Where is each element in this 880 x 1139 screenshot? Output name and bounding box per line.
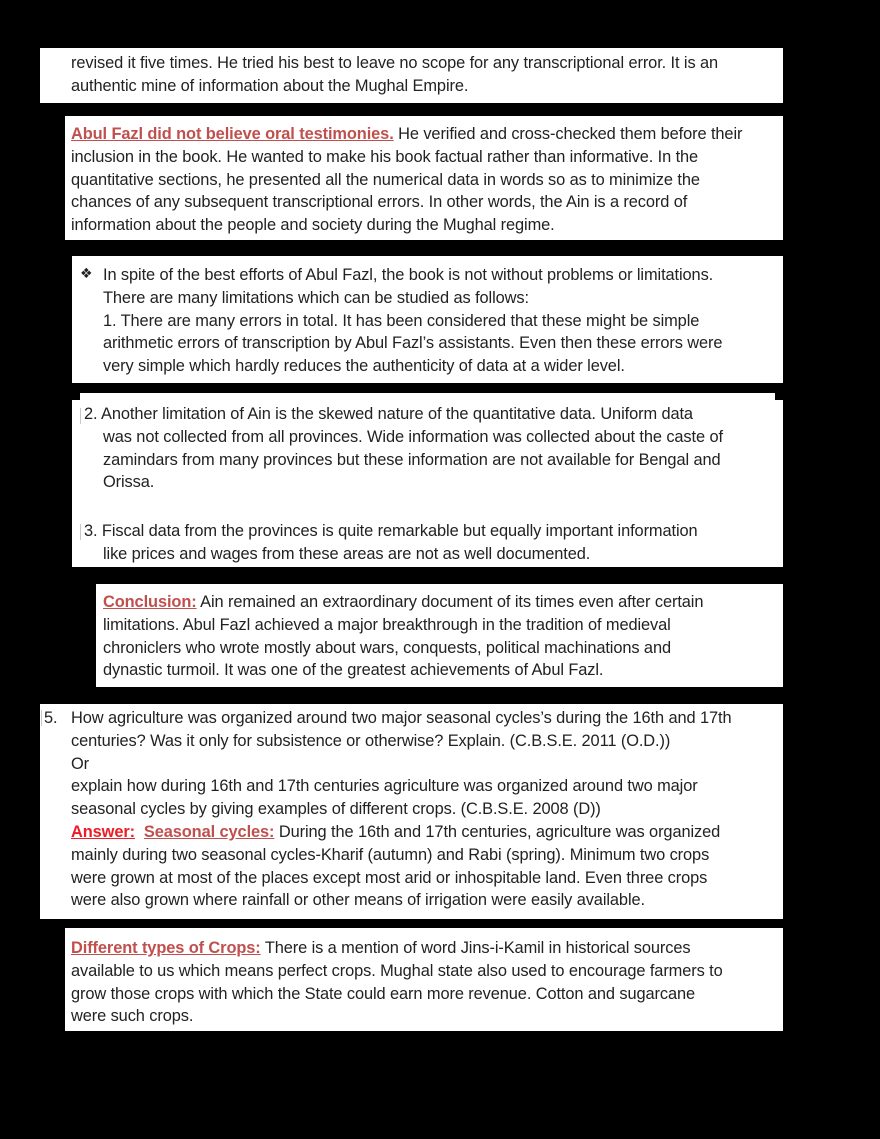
text-line: 2. Another limitation of Ain is the skewed nature of the quantitative data. Uniform data	[84, 405, 693, 423]
text-line: arithmetic errors of transcription by Abul Fazl’s assistants. Even then these errors were	[103, 334, 723, 353]
paragraph-limitations	[103, 264, 722, 378]
text-line: authentic mine of information about the Mughal Empire.	[71, 76, 469, 95]
text-span: During the 16th and 17th centuries, agriculture was organized	[274, 822, 721, 841]
text-panel-crops	[65, 928, 783, 1031]
text-line	[71, 937, 723, 960]
paragraph-conclusion	[103, 591, 703, 682]
margin-mark	[41, 710, 42, 726]
text-panel-intro	[40, 48, 783, 103]
text-line	[71, 123, 742, 146]
margin-mark	[80, 408, 81, 424]
text-line: were such crops.	[71, 1007, 194, 1026]
text-span: He verified and cross-checked them before their	[393, 125, 743, 143]
text-line	[103, 591, 703, 614]
text-span: There is a mention of word Jins-i-Kamil in historical sources	[260, 939, 691, 957]
text-line: 3. Fiscal data from the provinces is quite remarkable but equally important information	[84, 522, 698, 540]
panel-notch	[80, 393, 775, 401]
paragraph-ain-revised	[71, 52, 718, 98]
text-line: explain how during 16th and 17th centuries agriculture was organized around two major	[71, 777, 698, 796]
text-line: centuries? Was it only for subsistence or otherwise? Explain. (C.B.S.E. 2011 (O.D.))	[71, 731, 671, 750]
text-line: Or	[71, 754, 90, 773]
text-line: quantitative sections, he presented all the numerical data in words so as to minimize the	[71, 170, 700, 189]
text-line: dynastic turmoil. It was one of the greatest achievements of Abul Fazl.	[103, 661, 604, 680]
text-line: revised it five times. He tried his best to leave no scope for any transcriptional error. It is an	[71, 54, 719, 72]
text-line: How agriculture was organized around two major seasonal cycles’s during the 16th and 17th	[71, 709, 732, 727]
section-heading: Abul Fazl did not believe oral testimonies.	[71, 125, 394, 143]
text-panel-limitations	[72, 256, 783, 383]
text-line: very simple which hardly reduces the authenticity of data at a wider level.	[103, 357, 625, 376]
text-line: mainly during two seasonal cycles-Kharif (autumn) and Rabi (spring). Minimum two crops	[71, 845, 710, 864]
section-heading: Conclusion:	[103, 593, 197, 611]
text-line: grow those crops with which the State could earn more revenue. Cotton and sugarcane	[71, 984, 696, 1003]
question-number: 5.	[44, 709, 58, 727]
text-line: information about the people and society during the Mughal regime.	[71, 216, 555, 235]
text-line: Orissa.	[103, 473, 155, 492]
text-line: were grown at most of the places except most arid or inhospitable land. Even three crops	[71, 868, 708, 887]
section-heading: Seasonal cycles:	[143, 822, 275, 841]
text-panel-limitations-cont	[72, 400, 783, 567]
text-line: chances of any subsequent transcriptional errors. In other words, the Ain is a record of	[71, 193, 688, 212]
margin-mark	[80, 524, 81, 540]
text-line: seasonal cycles by giving examples of different crops. (C.B.S.E. 2008 (D))	[71, 800, 601, 819]
text-panel-conclusion	[96, 584, 783, 687]
text-line: limitations. Abul Fazl achieved a major breakthrough in the tradition of medieval	[103, 615, 671, 634]
text-line: were also grown where rainfall or other means of irrigation were easily available.	[71, 891, 645, 910]
text-line: inclusion in the book. He wanted to make his book factual rather than informative. In the	[71, 147, 699, 166]
list-item-3	[84, 520, 698, 566]
paragraph-oral-testimonies	[71, 123, 742, 237]
text-line: There are many limitations which can be studied as follows:	[103, 288, 529, 307]
text-line: In spite of the best efforts of Abul Fazl, the book is not without problems or limitations.	[103, 266, 714, 284]
list-item-2	[84, 403, 723, 494]
question-text	[71, 707, 731, 912]
section-heading: Different types of Crops:	[71, 939, 261, 957]
text-line: was not collected from all provinces. Wide information was collected about the caste of	[103, 427, 723, 446]
text-span	[135, 823, 144, 841]
text-line	[71, 821, 731, 844]
paragraph-crops	[71, 937, 723, 1028]
text-panel-question-5	[40, 704, 783, 919]
text-line: available to us which means perfect crops. Mughal state also used to encourage farmers to	[71, 961, 723, 980]
diamond-bullet-icon: ❖	[80, 265, 93, 281]
text-line: zamindars from many provinces but these information are not available for Bengal and	[103, 450, 721, 469]
text-line: 1. There are many errors in total. It has been considered that these might be simple	[103, 311, 700, 330]
answer-label: Answer:	[71, 822, 135, 841]
text-line: like prices and wages from these areas are not as well documented.	[103, 544, 591, 563]
text-line: chroniclers who wrote mostly about wars, conquests, political machinations and	[103, 638, 671, 657]
text-panel-oral-testimonies	[65, 116, 783, 240]
text-span: Ain remained an extraordinary document of its times even after certain	[196, 593, 704, 611]
